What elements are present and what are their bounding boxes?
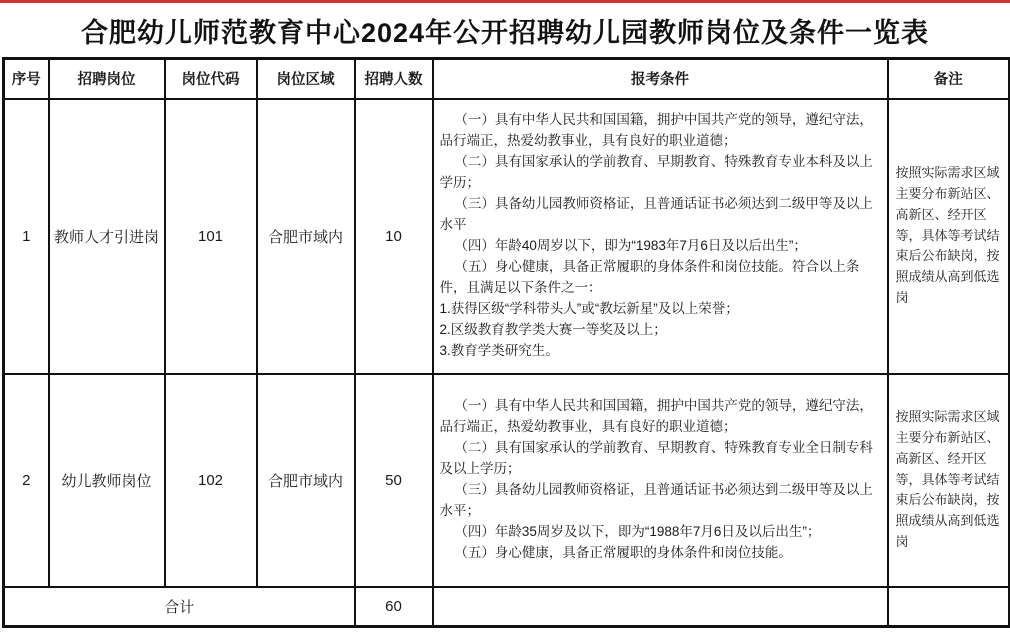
- table-row-2: [4, 374, 1010, 587]
- cell-code: 101: [165, 99, 257, 374]
- condition-item: 1.获得区级“学科带头人”或“教坛新星”及以上荣誉；: [439, 300, 739, 316]
- footer-total-cell: 60: [355, 587, 433, 627]
- footer-label-cell: 合计: [4, 587, 355, 627]
- condition-item: （一）具有中华人民共和国国籍，拥护中国共产党的领导，遵纪守法，品行端正，热爱幼教事业，具有良好的职业道德；: [439, 398, 873, 435]
- condition-item: （四）年龄35周岁及以下，即为“1988年7月6日及以后出生”；: [454, 523, 821, 539]
- table-footer-row: [4, 587, 1010, 627]
- header-cell-remark: 备注: [888, 59, 1010, 99]
- cell-region: 合肥市域内: [257, 99, 355, 374]
- cell-conditions: [433, 99, 888, 374]
- table-header-row: [4, 59, 1010, 99]
- cell-count: 50: [355, 374, 433, 587]
- header-cell-position: 招聘岗位: [49, 59, 165, 99]
- cell-count: 10: [355, 99, 433, 374]
- footer-empty-remark-cell: [888, 587, 1010, 627]
- cell-position: 教师人才引进岗: [49, 99, 165, 374]
- condition-item: （二）具有国家承认的学前教育、早期教育、特殊教育专业全日制专科及以上学历；: [439, 440, 873, 477]
- footer-empty-conditions-cell: [433, 587, 888, 627]
- cell-remark: 按照实际需求区域主要分布新站区、高新区、经开区等，具体等考试结束后公布缺岗，按照成绩从高到低选岗: [888, 374, 1010, 587]
- cell-no: 1: [4, 99, 49, 374]
- condition-item: （一）具有中华人民共和国国籍，拥护中国共产党的领导，遵纪守法，品行端正，热爱幼教事业，具有良好的职业道德；: [439, 112, 873, 149]
- positions-table: [2, 57, 1010, 628]
- cell-remark: 按照实际需求区域主要分布新站区、高新区、经开区等，具体等考试结束后公布缺岗，按照成绩从高到低选岗: [888, 99, 1010, 374]
- header-cell-no: 序号: [4, 59, 49, 99]
- condition-item: （四）年龄40周岁以下，即为“1983年7月6日及以后出生”；: [454, 238, 807, 253]
- condition-item: 3.教育学类研究生。: [439, 342, 559, 358]
- header-cell-conditions: 报考条件: [433, 59, 888, 99]
- cell-position: 幼儿教师岗位: [49, 374, 165, 587]
- cell-conditions: [433, 374, 888, 587]
- page-title: 合肥幼儿师范教育中心2024年公开招聘幼儿园教师岗位及条件一览表: [80, 17, 930, 48]
- header-cell-count: 招聘人数: [355, 59, 433, 99]
- title-band: [0, 3, 1010, 57]
- table-row-1: [4, 99, 1010, 374]
- header-cell-region: 岗位区域: [257, 59, 355, 99]
- condition-item: （三）具备幼儿园教师资格证，且普通话证书必须达到二级甲等及以上水平；: [439, 482, 873, 518]
- condition-item: 2.区级教育教学类大赛一等奖及以上；: [439, 321, 667, 337]
- cell-no: 2: [4, 374, 49, 587]
- condition-item: （三）具备幼儿园教师资格证，且普通话证书必须达到二级甲等及以上水平: [439, 196, 873, 233]
- condition-item: （五）身心健康，具备正常履职的身体条件和岗位技能。符合以上条件，且满足以下条件之一：: [439, 258, 860, 295]
- condition-item: （二）具有国家承认的学前教育、早期教育、特殊教育专业本科及以上学历；: [439, 154, 873, 191]
- condition-item: （五）身心健康，具备正常履职的身体条件和岗位技能。: [454, 544, 792, 560]
- header-cell-code: 岗位代码: [165, 59, 257, 99]
- cell-region: 合肥市域内: [257, 374, 355, 587]
- cell-code: 102: [165, 374, 257, 587]
